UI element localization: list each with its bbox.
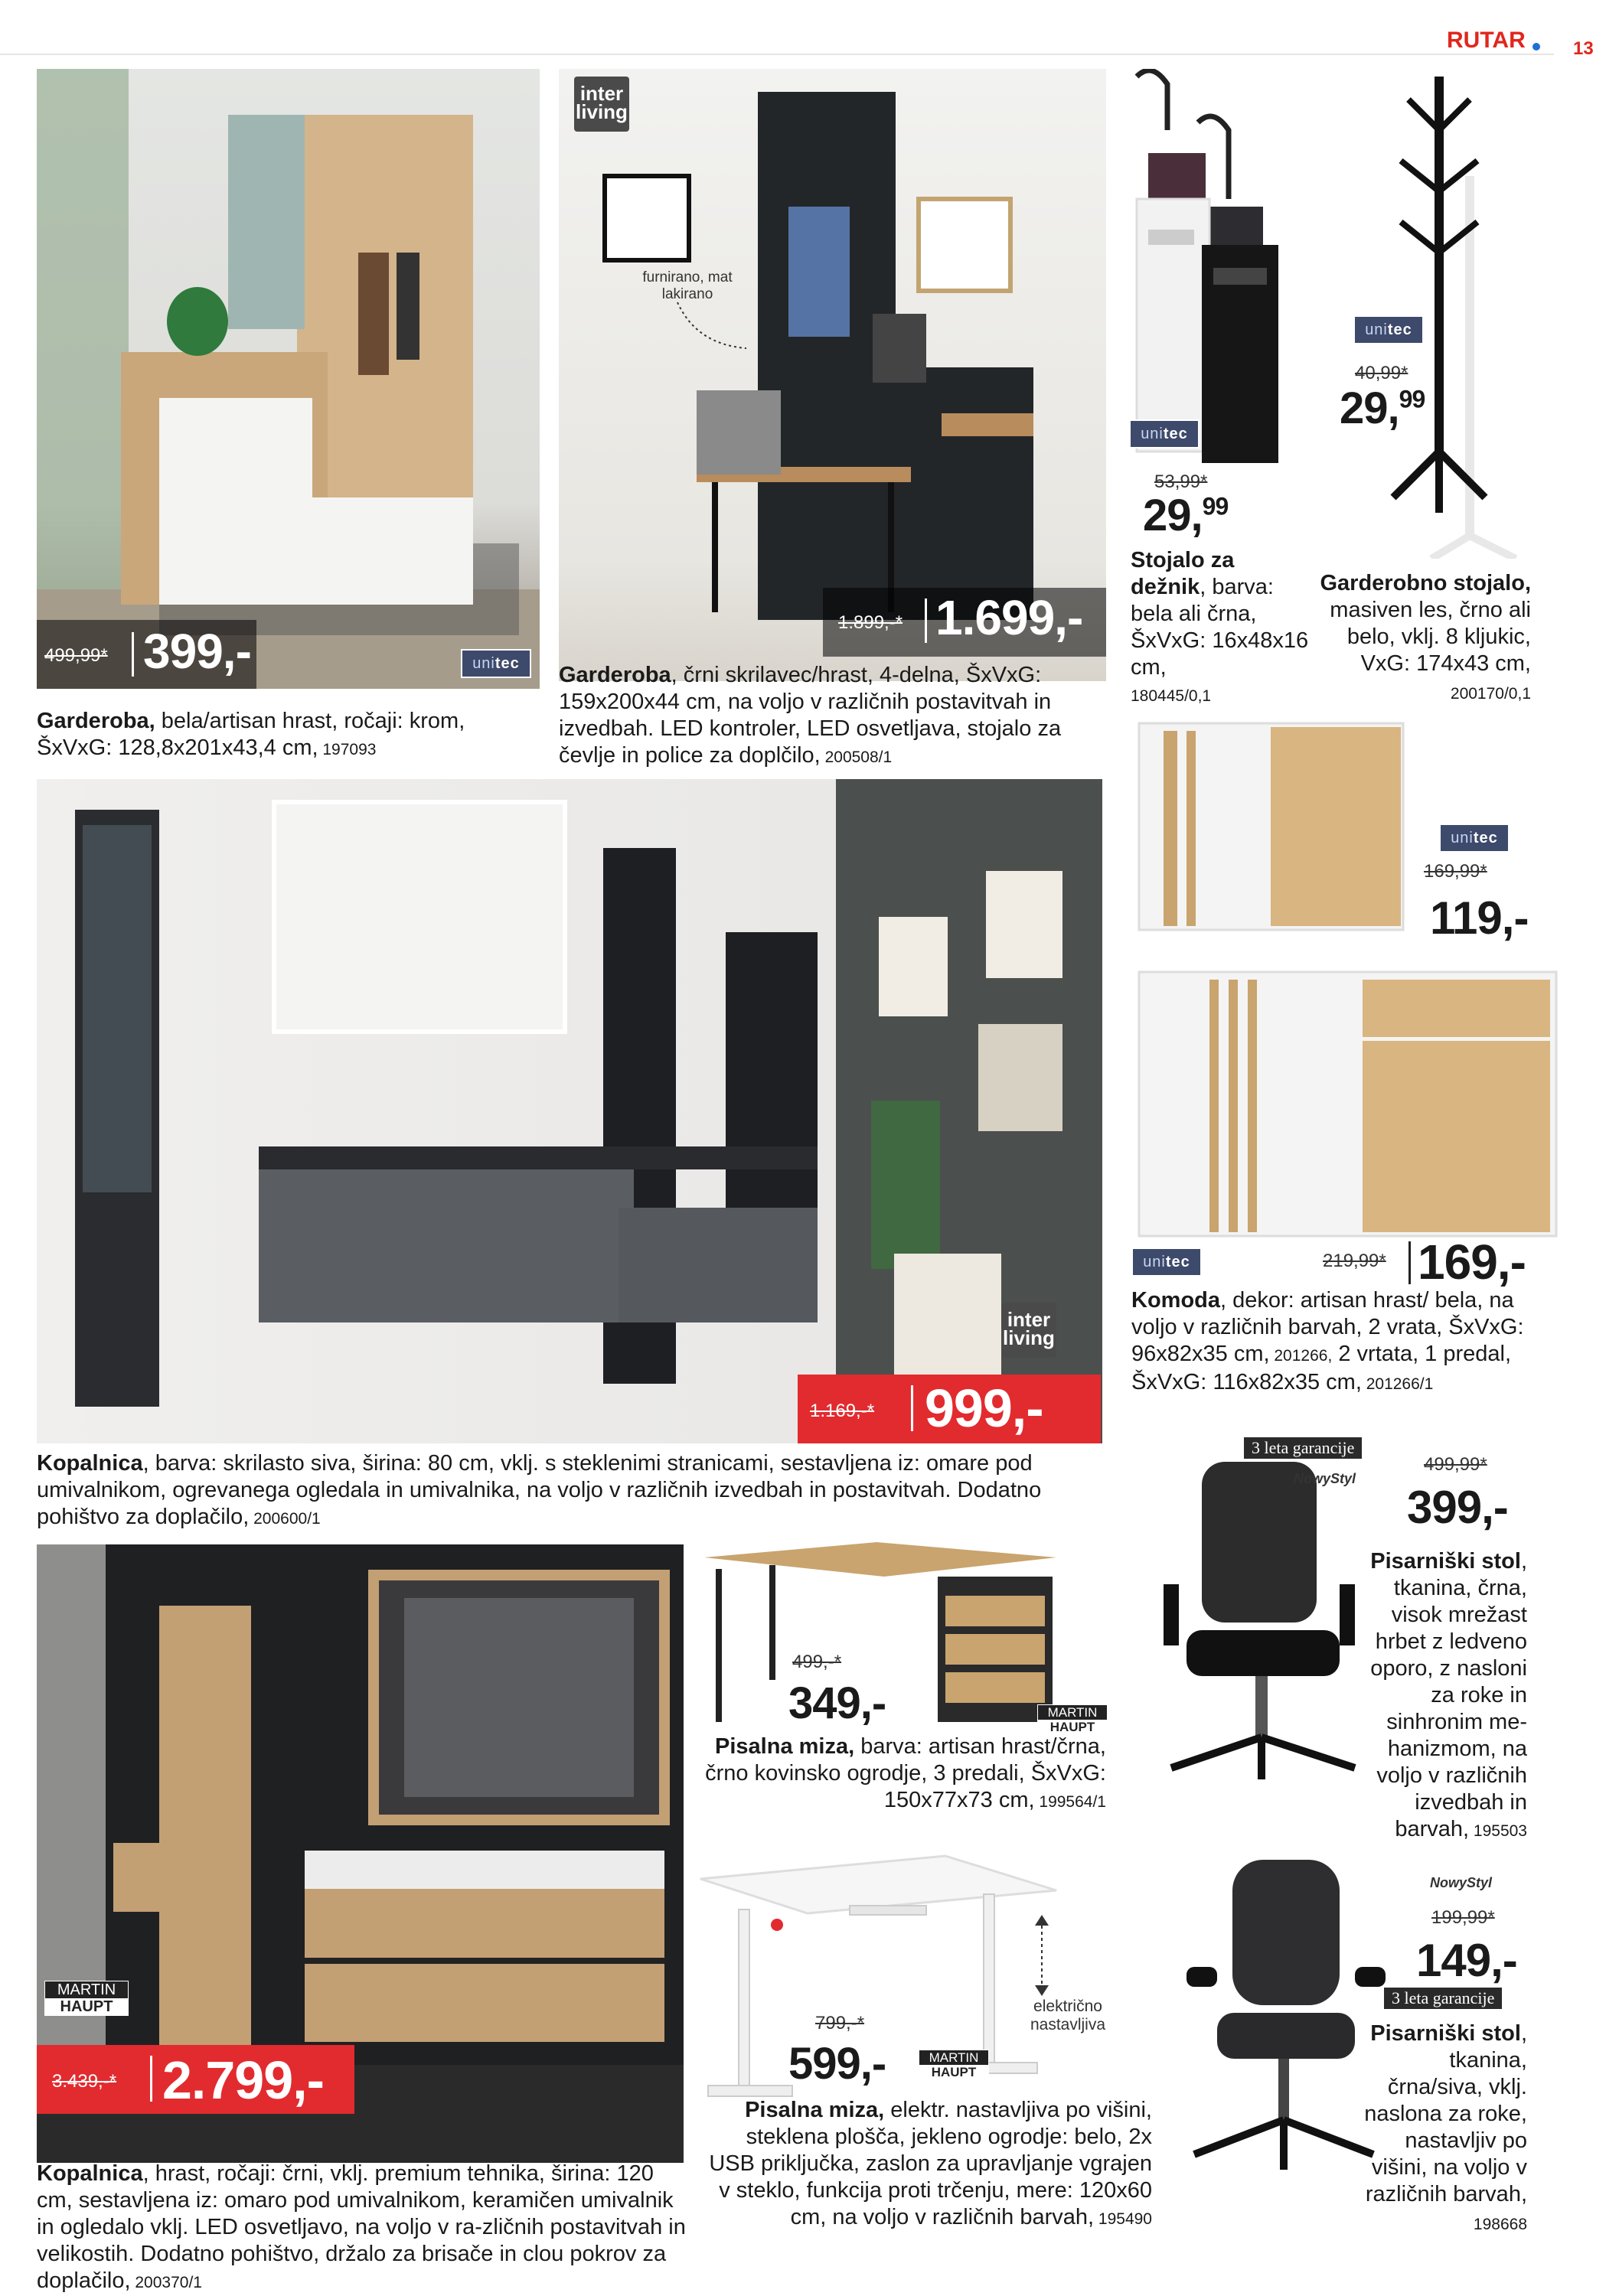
garderoba2-old-price: 1.899,-* (838, 612, 903, 633)
pisarniski1-description: Pisarniški stol, tkanina, črna, visok mrežast hrbet z ledveno oporo, z nasloni za roke in sinhronim me-hanizmom, na voljo v različnih izvedbah in barvah, 195503 (1370, 1549, 1527, 1841)
garderobno-stojalo-price: 29,99 (1340, 383, 1425, 433)
pisarniski2-description: Pisarniški stol, tkanina, črna/siva, vklj. naslona za roke, nastavljiv po višini, na voljo v različnih barvah, 198668 (1364, 2021, 1527, 2233)
nowystyl-logo: NowyStyl (1430, 1875, 1493, 1890)
kopalnica2-price: 2.799,- (162, 2050, 324, 2110)
pisalna1-old-price: 499,-* (792, 1652, 842, 1672)
pisarniski1-price: 399,- (1407, 1482, 1508, 1533)
kopalnica2-description: Kopalnica, hrast, ročaji: črni, vklj. premium tehnika, širina: 120 cm, sestavljena iz: omaro pod umivalnikom, keramičen umivalnik in ogledalo vklj. LED osvetljavo, na voljo v ra-zličnih postavitvah in velikostih. Dodatno pohištvo, držalo za brisače in clou pokrov za doplačilo, 200370/1 (37, 2161, 686, 2293)
garderoba1-old-price: 499,99* (44, 645, 108, 666)
brand-logo: RUTAR (1447, 28, 1526, 53)
page-number: 13 (1573, 38, 1594, 59)
garderoba2-price: 1.699,- (935, 590, 1083, 645)
stojalo-deznik-price: 29,99 (1143, 491, 1229, 540)
kopalnica1-description: Kopalnica, barva: skrilasto siva, širina: 80 cm, vklj. s steklenimi stranicami, sestavljena iz: omare pod umivalnikom, ogrevanega ogledala in umivalnika, na voljo v različnih izvedbah in postavitvah. Dodatno pohištvo za doplačilo, 200600/1 (37, 1451, 1042, 1529)
martin-haupt-logo: MARTIN HAUPT (44, 1981, 129, 2016)
divider (150, 2056, 152, 2102)
interliving-logo: inter living (1001, 1303, 1056, 1358)
divider (132, 632, 134, 677)
pisalna2-adjust-note: električno nastavljiva (1030, 1998, 1106, 2033)
divider (911, 1385, 913, 1431)
komoda-small-old-price: 169,99* (1424, 861, 1487, 882)
pisarniski1-old-price: 499,99* (1424, 1454, 1487, 1475)
unitec-logo: unitec (1439, 823, 1510, 853)
komoda-photo (1133, 968, 1562, 1244)
unitec-logo: unitec (1353, 315, 1424, 344)
brand-logo-dot (1533, 43, 1540, 51)
height-adjust-arrow (1030, 1913, 1053, 1998)
interliving-logo: inter living (574, 77, 629, 132)
pisalna2-price: 599,- (788, 2039, 886, 2089)
kopalnica1-photo (37, 779, 1102, 1443)
garderoba1-price: 399,- (143, 624, 251, 679)
stojalo-deznik-old-price: 53,99* (1154, 471, 1208, 492)
unitec-logo: unitec (1129, 419, 1200, 448)
komoda-old-price: 219,99* (1323, 1251, 1386, 1271)
divider (925, 598, 927, 643)
stojalo-deznik-photo (1121, 69, 1286, 463)
kopalnica1-old-price: 1.169,-* (810, 1401, 875, 1421)
header-rule (0, 54, 1554, 55)
komoda-description: Komoda, dekor: artisan hrast/ bela, na voljo v različnih barvah, 2 vrata, ŠxVxG: 96x82x35 cm, 201266, 2 vrtata, 1 predal, ŠxVxG: 116x82x35 cm, 201266/1 (1131, 1288, 1524, 1394)
unitec-logo: unitec (1131, 1247, 1202, 1277)
komoda-small-photo (1133, 716, 1408, 945)
komoda-price: 169,- (1418, 1234, 1526, 1290)
garderoba2-description: Garderoba, črni skrilavec/hrast, 4-delna, ŠxVxG: 159x200x44 cm, na voljo v različnih postavitvah in izvedbah. LED kontroler, LED osvetljava, stojalo za čevlje in police za doplčilo, 200508/1 (559, 663, 1062, 768)
note-pointer (674, 298, 750, 352)
garderobno-stojalo-description: Garderobno stojalo, masiven les, črno ali belo, vklj. 8 kljukic, VxG: 174x43 cm, 200170/0,1 (1320, 571, 1531, 703)
pisarniski2-old-price: 199,99* (1431, 1907, 1495, 1928)
guarantee-badge: 3 leta garancije (1244, 1437, 1362, 1459)
martin-haupt-logo: MARTIN HAUPT (1037, 1704, 1108, 1735)
unitec-logo: unitec (461, 649, 531, 678)
garderobno-stojalo-old-price: 40,99* (1355, 363, 1408, 383)
pisarniski2-price: 149,- (1416, 1935, 1517, 1986)
divider (1408, 1241, 1411, 1284)
pisalna2-old-price: 799,-* (815, 2013, 865, 2033)
stojalo-deznik-description: Stojalo za dežnik, barva: bela ali črna, ŠxVxG: 16x48x16 cm, 180445/0,1 (1131, 548, 1309, 705)
kopalnica2-old-price: 3.439,-* (52, 2071, 117, 2092)
kopalnica1-price: 999,- (925, 1378, 1043, 1438)
pisalna1-price: 349,- (788, 1678, 886, 1728)
garderobno-stojalo-photo (1317, 69, 1562, 559)
pisalna1-description: Pisalna miza, barva: artisan hrast/črna, črno kovinsko ogrodje, 3 predali, ŠxVxG: 150x77x73 cm, 199564/1 (705, 1734, 1106, 1812)
komoda-small-price: 119,- (1430, 892, 1529, 944)
garderoba1-photo (37, 69, 540, 689)
garderoba1-description: Garderoba, bela/artisan hrast, ročaji: krom, ŠxVxG: 128,8x201x43,4 cm, 197093 (37, 709, 465, 760)
nowystyl-logo: NowyStyl (1294, 1471, 1356, 1486)
martin-haupt-logo: MARTIN HAUPT (919, 2050, 989, 2080)
guarantee-badge: 3 leta garancije (1384, 1988, 1502, 2009)
pisalna2-description: Pisalna miza, elektr. nastavljiva po višini, steklena plošča, jekleno ogrodje: belo, 2x USB priključka, zaslon za upravljanje vgrajen v steklo, funkcija proti trčenju, mere: 120x60 cm, na voljo v različnih barvah, 195490 (709, 2098, 1152, 2229)
garderoba2-finish-note: furnirano, mat lakirano (642, 269, 733, 302)
